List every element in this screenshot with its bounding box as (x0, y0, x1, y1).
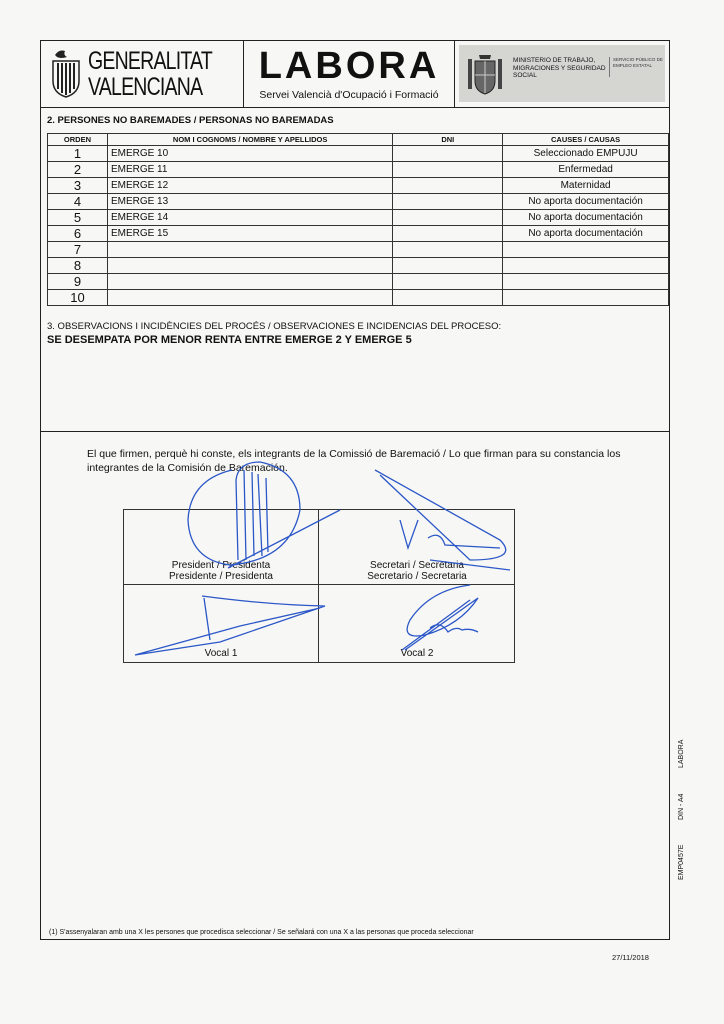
row-name (107, 274, 392, 290)
row-name: EMERGE 10 (107, 146, 392, 162)
vocal2-label: Vocal 2 (400, 648, 434, 659)
side-brand: LABORA (678, 739, 685, 768)
document-date: 27/11/2018 (612, 953, 649, 962)
section3-title-text: 3. OBSERVACIONS I INCIDÈNCIES DEL PROCÉS / OBSERVACIONES E INCIDENCIAS DEL PROCESO: (47, 321, 502, 332)
table-header-row (48, 134, 669, 146)
row-cause: Enfermedad (503, 162, 669, 178)
table-row (48, 210, 669, 226)
row-number: 6 (48, 226, 108, 242)
row-dni (393, 242, 503, 258)
row-name: EMERGE 13 (107, 194, 392, 210)
generalitat-line1: GENERALITAT (88, 47, 212, 75)
section2-title: 2. PERSONES NO BAREMADES / PERSONAS NO BAREMADAS (47, 115, 334, 126)
signature-grid (123, 509, 515, 663)
row-name (107, 242, 392, 258)
footnote: (1) S'assenyalaran amb una X les persones que procedisca seleccionar / Se señalará con una X a las personas que proceda seleccionar (49, 929, 474, 936)
col-dni: DNI (393, 134, 503, 146)
divider (318, 510, 319, 662)
ministry-name: MINISTERIO DE TRABAJO, MIGRACIONES Y SEGURIDAD SOCIAL (513, 57, 606, 79)
table-row (48, 242, 669, 258)
row-name: EMERGE 11 (107, 162, 392, 178)
row-cause (503, 258, 669, 274)
section3-title (47, 321, 501, 332)
vocal1-label: Vocal 1 (204, 648, 238, 659)
ministry-logo (459, 45, 665, 102)
row-dni (393, 258, 503, 274)
row-number: 1 (48, 146, 108, 162)
row-name (107, 258, 392, 274)
table-row (48, 146, 669, 162)
secretary-label-2: Secretario / Secretaria (367, 571, 467, 582)
table-row (48, 178, 669, 194)
row-dni (393, 274, 503, 290)
row-dni (393, 146, 503, 162)
row-cause: No aporta documentación (503, 194, 669, 210)
row-cause: Seleccionado EMPUJU (503, 146, 669, 162)
table-row (48, 274, 669, 290)
secretary-label-1: Secretari / Secretaria (370, 560, 464, 571)
row-cause (503, 290, 669, 306)
table-row (48, 162, 669, 178)
divider (41, 431, 669, 432)
spain-coat-of-arms-icon (465, 51, 505, 97)
generalitat-line2: VALENCIANA (88, 73, 203, 101)
president-label-1: President / Presidenta (171, 560, 271, 571)
col-causes: CAUSES / CAUSAS (503, 134, 669, 146)
row-number: 2 (48, 162, 108, 178)
row-dni (393, 210, 503, 226)
row-cause: Maternidad (503, 178, 669, 194)
row-name: EMERGE 15 (107, 226, 392, 242)
table-row (48, 258, 669, 274)
row-dni (393, 226, 503, 242)
row-name (107, 290, 392, 306)
col-nom: NOM I COGNOMS / NOMBRE Y APELLIDOS (107, 134, 392, 146)
table-row (48, 226, 669, 242)
signing-statement: El que firmen, perquè hi conste, els integrants de la Comissió de Baremació / Lo que firman para su constancia los integrantes de la Comisión de Baremación. (87, 448, 621, 474)
row-name: EMERGE 14 (107, 210, 392, 226)
labora-subtitle: Servei Valencià d'Ocupació i Formació (259, 89, 439, 101)
paper-format: DIN - A4 (678, 793, 685, 820)
row-name: EMERGE 12 (107, 178, 392, 194)
generalitat-crest-icon (49, 47, 83, 99)
row-dni (393, 194, 503, 210)
row-cause (503, 242, 669, 258)
sepe-label: SERVICIO PÚBLICO DE EMPLEO ESTATAL (609, 57, 663, 77)
table-row (48, 290, 669, 306)
row-dni (393, 290, 503, 306)
form-code: EMP0457E (678, 844, 685, 880)
divider (124, 584, 514, 585)
row-dni (393, 178, 503, 194)
row-dni (393, 162, 503, 178)
section3-observations: SE DESEMPATA POR MENOR RENTA ENTRE EMERGE 2 Y EMERGE 5 (47, 334, 412, 346)
row-number: 8 (48, 258, 108, 274)
row-number: 5 (48, 210, 108, 226)
row-number: 9 (48, 274, 108, 290)
row-cause (503, 274, 669, 290)
president-label-2: Presidente / Presidenta (169, 571, 273, 582)
row-cause: No aporta documentación (503, 226, 669, 242)
row-number: 3 (48, 178, 108, 194)
col-orden: ORDEN (48, 134, 108, 146)
row-number: 10 (48, 290, 108, 306)
row-number: 7 (48, 242, 108, 258)
president-caption (126, 560, 316, 582)
table-row (48, 194, 669, 210)
labora-title: LABORA (258, 45, 440, 87)
generalitat-logo (41, 41, 244, 107)
secretary-caption (322, 560, 512, 582)
labora-logo (244, 41, 455, 107)
form-header (41, 41, 669, 108)
non-scored-table (47, 133, 669, 306)
form-frame (40, 40, 670, 940)
row-cause: No aporta documentación (503, 210, 669, 226)
row-number: 4 (48, 194, 108, 210)
